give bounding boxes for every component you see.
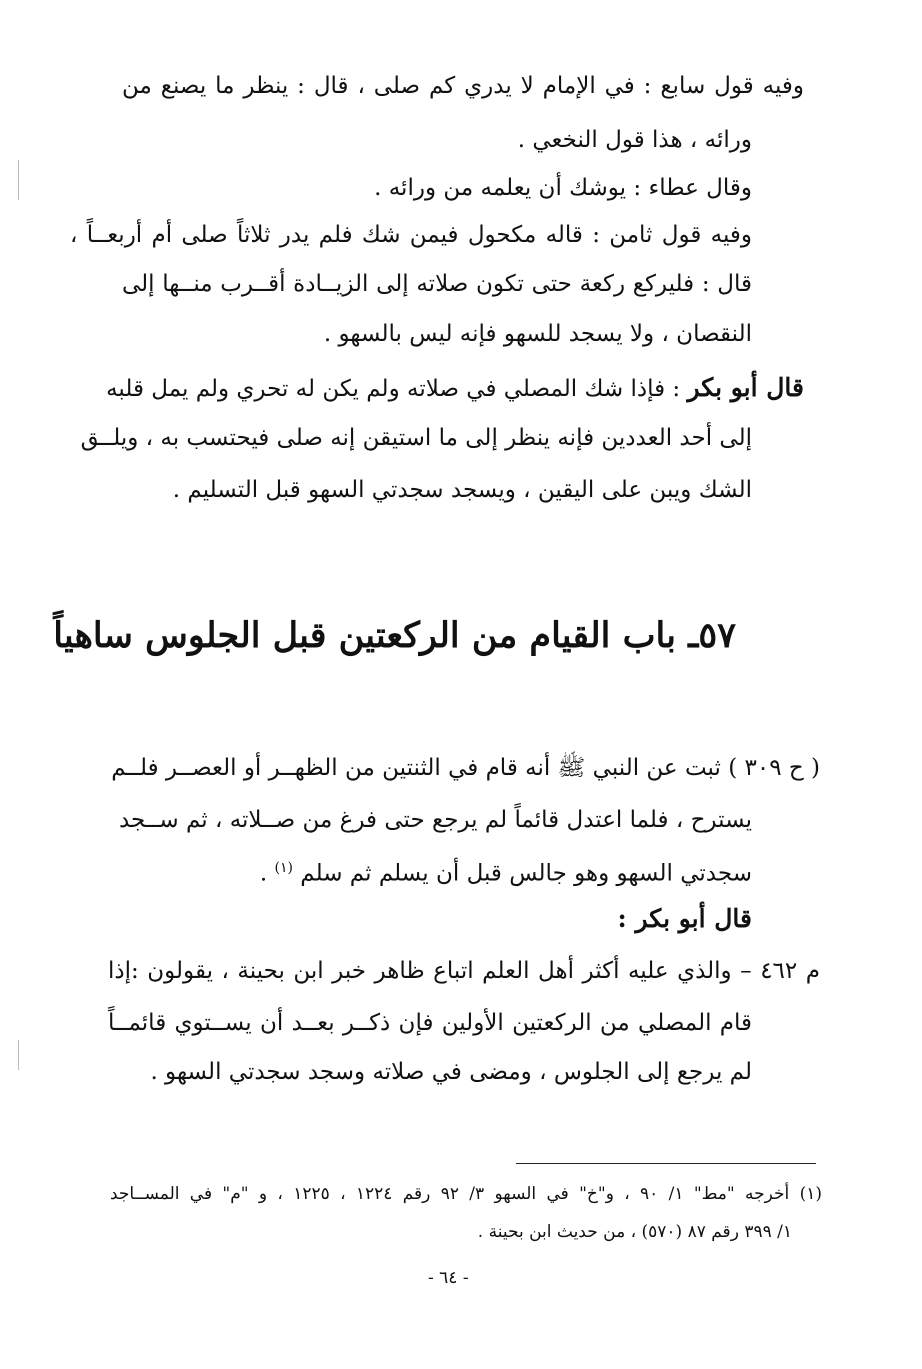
masalah-line: لم يرجع إلى الجلوس ، ومضى في صلاته وسجد سجدتي السهو . bbox=[150, 1059, 752, 1085]
paragraph-line: إلى أحد العددين فإنه ينظر إلى ما استيقن إنه صلى فيحتسب به ، ويلــق bbox=[80, 425, 752, 451]
paragraph-line bbox=[106, 372, 804, 405]
footnote-line: (١) أخرجه "مط" ١/ ٩٠ ، و"خ" في السهو ٣/ ٩٢ رقم ١٢٢٤ ، ١٢٢٥ ، و "م" في المســاجد bbox=[110, 1184, 822, 1204]
hadith-text-end: . bbox=[259, 860, 275, 887]
hadith-text: سجدتي السهو وهو جالس قبل أن يسلم ثم سلم bbox=[300, 860, 752, 887]
masalah-line: م ٤٦٢ – والذي عليه أكثر أهل العلم اتباع ظاهر خبر ابن بحينة ، يقولون :إذا bbox=[108, 958, 820, 984]
chapter-heading: ٥٧ـ باب القيام من الركعتين قبل الجلوس ساهياً bbox=[53, 615, 736, 656]
speaker-label: قال أبو بكر bbox=[687, 373, 804, 402]
paragraph-line: قال : فليركع ركعة حتى تكون صلاته إلى الزيــادة أقــرب منــها إلى bbox=[122, 271, 752, 297]
footnote-separator bbox=[516, 1163, 816, 1164]
scan-margin-mark bbox=[18, 160, 19, 200]
paragraph-line: ورائه ، هذا قول النخعي . bbox=[517, 127, 752, 153]
paragraph-line: النقصان ، ولا يسجد للسهو فإنه ليس بالسهو . bbox=[323, 321, 752, 347]
footnote-line: ١/ ٣٩٩ رقم ٨٧ (٥٧٠) ، من حديث ابن بحينة . bbox=[477, 1222, 792, 1242]
section-label: قال أبو بكر : bbox=[617, 904, 752, 933]
paragraph-text: : فإذا شك المصلي في صلاته ولم يكن له تحري ولم يمل قلبه bbox=[106, 376, 688, 402]
scan-margin-mark bbox=[18, 1040, 19, 1070]
hadith-line: ( ح ٣٠٩ ) ثبت عن النبي ﷺ أنه قام في الثنتين من الظهــر أو العصــر فلــم bbox=[111, 755, 820, 781]
paragraph-line: الشك ويبن على اليقين ، ويسجد سجدتي السهو قبل التسليم . bbox=[172, 477, 752, 503]
paragraph-line: وفيه قول سابع : في الإمام لا يدري كم صلى ، قال : ينظر ما يصنع من bbox=[122, 73, 804, 99]
page-number: - ٦٤ - bbox=[428, 1268, 469, 1288]
footnote-reference[interactable]: (١) bbox=[274, 860, 293, 876]
paragraph-line: وقال عطاء : يوشك أن يعلمه من ورائه . bbox=[374, 175, 752, 201]
masalah-line: قام المصلي من الركعتين الأولين فإن ذكــر بعــد أن يســتوي قائمــاً bbox=[108, 1010, 752, 1036]
hadith-line bbox=[122, 852, 752, 890]
hadith-line: يسترح ، فلما اعتدل قائماً لم يرجع حتى فرغ من صــلاته ، ثم ســجد bbox=[118, 807, 752, 833]
paragraph-line: وفيه قول ثامن : قاله مكحول فيمن شك فلم يدر ثلاثاً صلى أم أربعــاً ، bbox=[70, 222, 752, 248]
